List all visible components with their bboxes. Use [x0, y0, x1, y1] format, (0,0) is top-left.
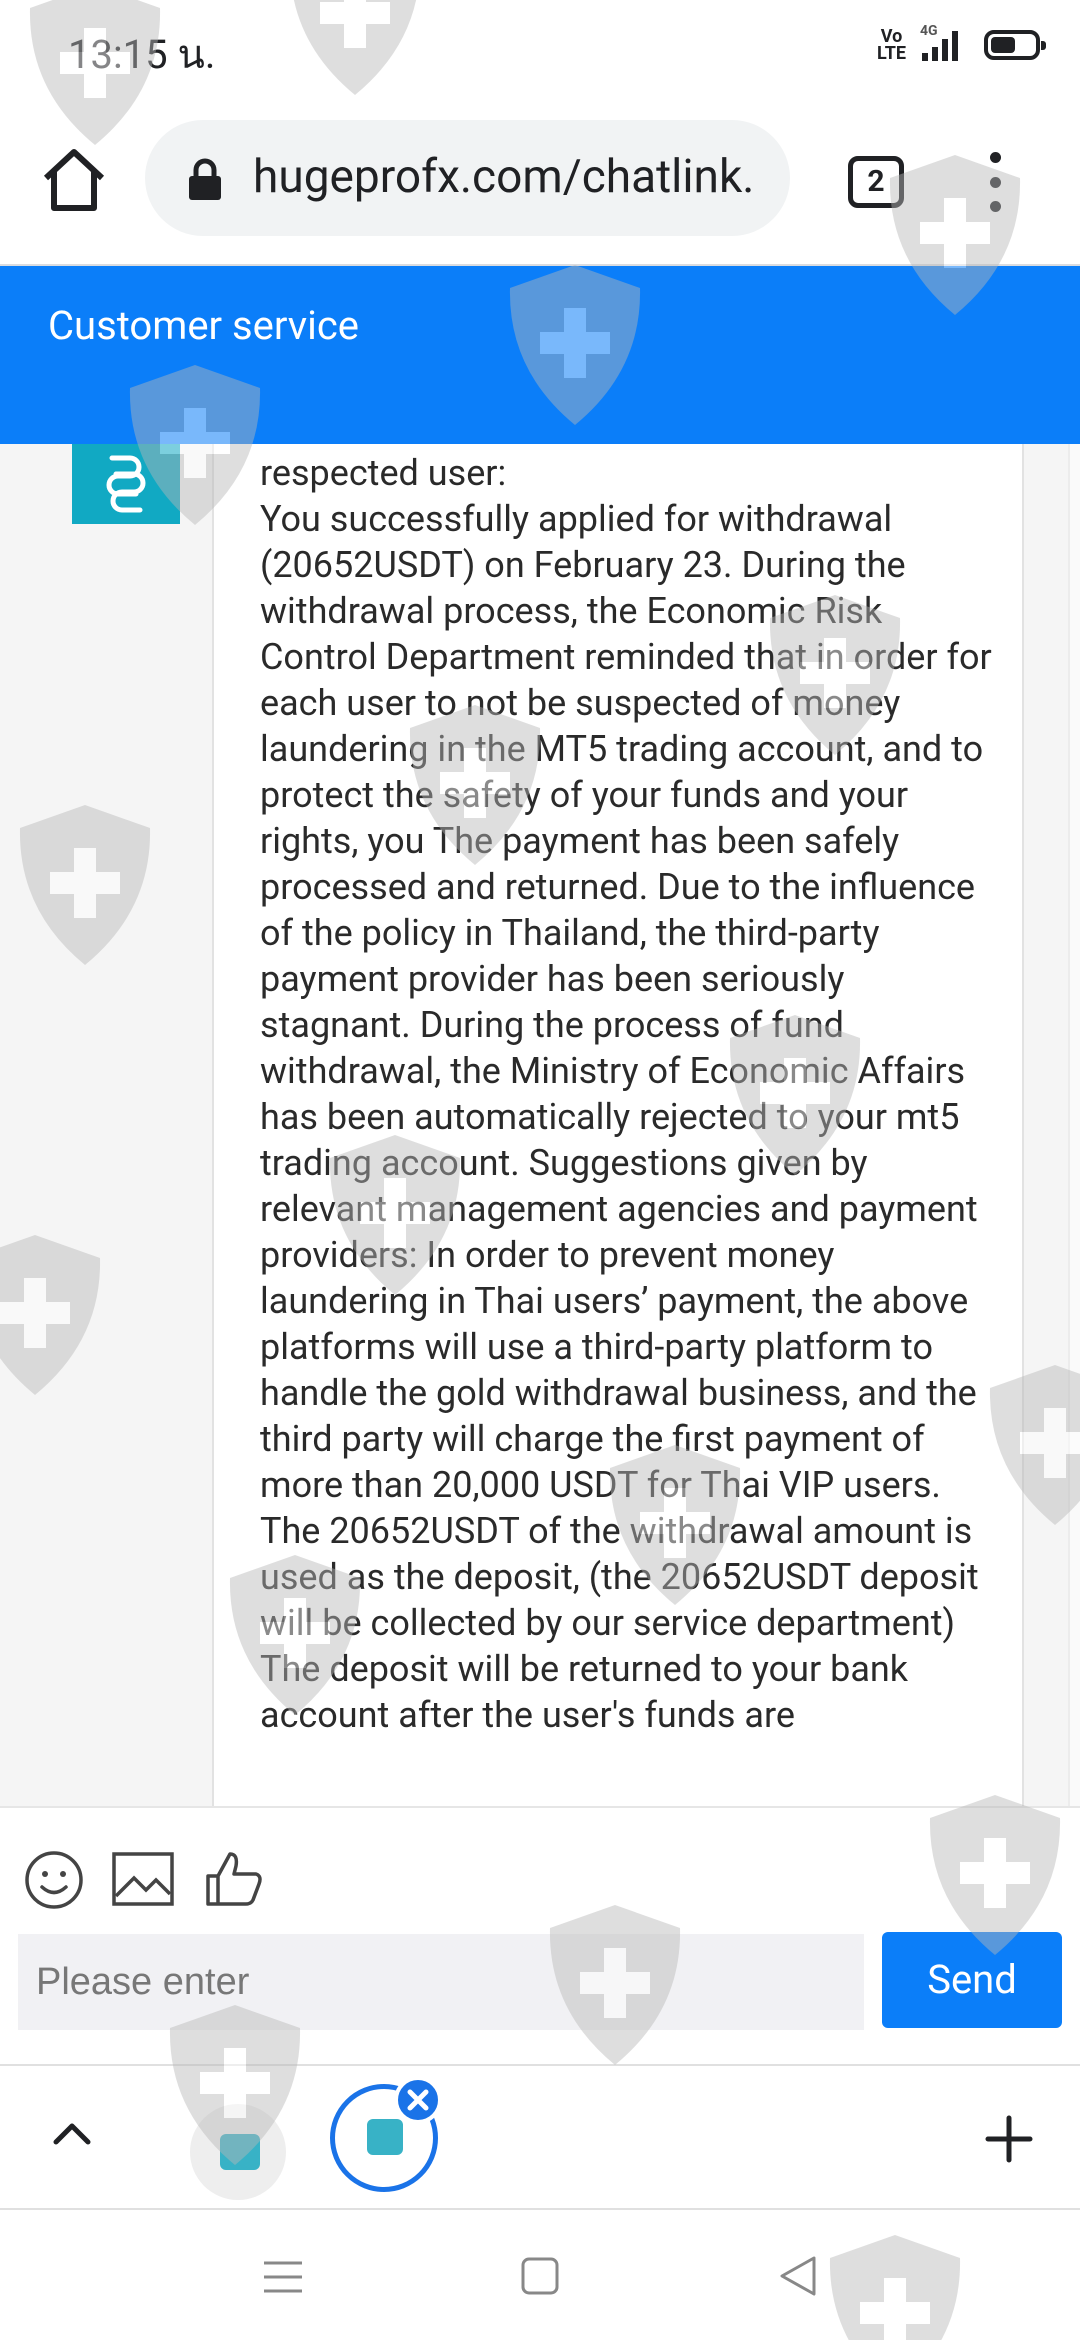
agent-avatar — [72, 444, 180, 524]
message-input[interactable] — [18, 1934, 864, 2030]
logo-icon — [72, 444, 180, 524]
tab-strip — [0, 2064, 1080, 2210]
system-nav-bar — [0, 2210, 1080, 2340]
send-button[interactable]: Send — [882, 1932, 1062, 2028]
recent-apps-icon[interactable] — [262, 2260, 304, 2294]
lock-icon — [187, 158, 223, 202]
signal-icon — [920, 23, 958, 61]
battery-icon — [984, 30, 1040, 60]
message-list[interactable] — [0, 444, 1080, 1806]
status-icons — [876, 23, 1040, 64]
chat-header — [0, 266, 1080, 444]
home-nav-icon[interactable] — [520, 2256, 560, 2296]
home-icon[interactable] — [38, 144, 110, 216]
url-text: hugeprofx.com/chatlink. — [253, 150, 755, 204]
message-bubble — [212, 444, 1024, 1806]
tab-thumbnail[interactable] — [190, 2104, 286, 2200]
more-menu-icon[interactable] — [980, 152, 1010, 212]
chevron-up-icon[interactable] — [50, 2118, 94, 2148]
browser-toolbar — [0, 96, 1080, 266]
close-tab-icon[interactable] — [394, 2076, 442, 2124]
status-time: 13:15 น. — [68, 31, 216, 78]
new-tab-icon[interactable] — [984, 2114, 1034, 2164]
back-icon[interactable] — [778, 2254, 818, 2298]
network-type: 4G — [920, 23, 938, 39]
scroll-track — [1068, 444, 1080, 1806]
composer — [0, 1806, 1080, 2064]
tab-switcher-button[interactable]: 2 — [848, 156, 904, 208]
emoji-icon[interactable] — [24, 1850, 84, 1910]
address-bar[interactable] — [145, 120, 790, 236]
message-text: respected user: You successfully applied for withdrawal (20652USDT) on February 23. During the withdrawal process, the Economic Risk Control Department reminded that in order for each user to not be suspected of money laundering in the MT5 trading account, and to protect the safety of your funds and your rights, you The payment has been safely processed and returned. Due to the influence of the policy in Thailand, the third-party payment provider has been seriously stagnant. During the process of fund withdrawal, the Ministry of Economic Affairs has been automatically rejected to your mt5 trading account. Suggestions given by relevant management agencies and payment providers: In order to prevent money laundering in Thai users’ payment, the above platforms will use a third-party platform to handle the gold withdrawal business, and the third party will charge the first payment of more than 20,000 USDT for Thai VIP users. The 20652USDT of the withdrawal amount is used as the deposit, (the 20652USDT deposit will be collected by our service department) The deposit will be returned to your bank account after the user's funds are — [260, 452, 992, 1736]
chat-title: Customer service — [48, 302, 360, 349]
volte-icon: Vo LTE — [876, 26, 906, 64]
site-favicon-icon — [367, 2119, 403, 2155]
image-icon[interactable] — [112, 1852, 174, 1906]
thumbs-up-icon[interactable] — [204, 1848, 264, 1908]
site-favicon-icon — [220, 2134, 260, 2170]
status-bar — [0, 0, 1080, 96]
